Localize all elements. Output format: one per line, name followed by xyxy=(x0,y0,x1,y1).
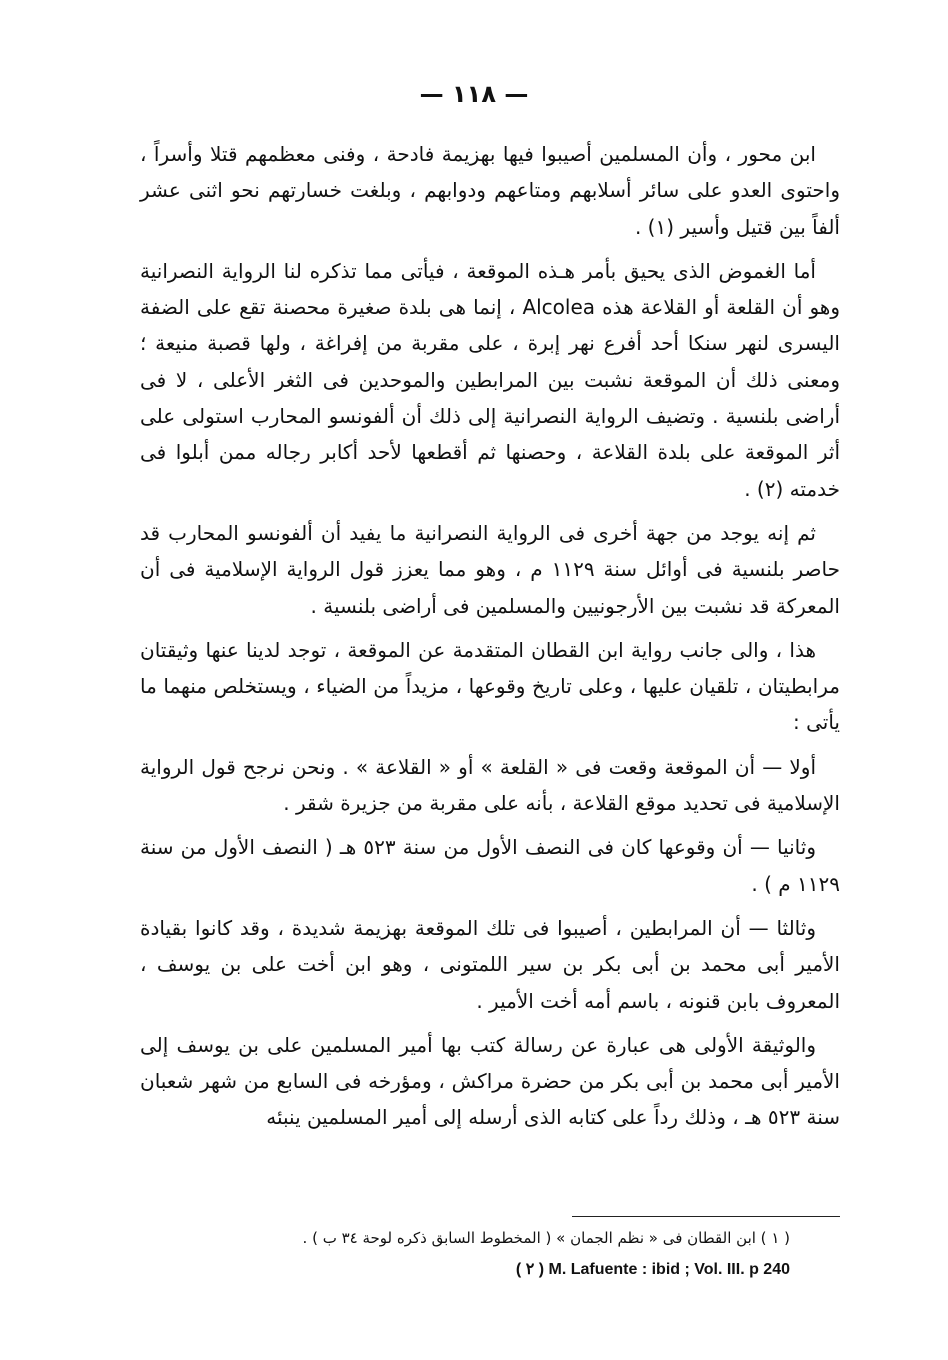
paragraph-3: ثم إنه يوجد من جهة أخرى فى الرواية النصرانية ما يفيد أن ألفونسو المحارب قد حاصر بلنسية فى أوائل سنة ١١٢٩ م ، وهو مما يعزز قول الرواية الإسلامية فى أن المعركة قد نشبت بين الأرجونيين والمسلمين فى أراضى بلنسية . xyxy=(140,520,840,618)
footnotes xyxy=(140,1222,790,1286)
paragraph-5: أولا — أن الموقعة وقعت فى « القلعة » أو « القلاعة » . ونحن نرجح قول الرواية الإسلامية فى تحديد موقع القلاعة ، بأنه على مقربة من جزيرة شقر . xyxy=(140,754,840,816)
main-text xyxy=(140,136,840,1144)
paragraph-6: وثانيا — أن وقوعها كان فى النصف الأول من سنة ٥٢٣ هـ ( النصف الأول من سنة ١١٢٩ م ) . xyxy=(140,835,840,896)
paragraph-1: ابن محور ، وأن المسلمين أصيبوا فيها بهزيمة فادحة ، وفنى معظمهم قتلا وأسراً ، واحتوى العدو على سائر أسلابهم ومتاعهم ودوابهم ، وبلغت خسارتهم نحو اثنى عشر ألفاً بين قتيل وأسير (١) . xyxy=(140,142,840,239)
paragraph-2: أما الغموض الذى يحيق بأمر هـذه الموقعة ، فيأتى مما تذكره لنا الرواية النصرانية وهو أن القلعة أو القلاعة هذه Alcolea ، إنما هى بلدة صغيرة محصنة تقع على الضفة اليسرى لنهر سنكا أحد أفرع نهر إبرة ، على مقربة من إفراغة ، ولها قصبة منيعة ؛ ومعنى ذلك أن الموقعة نشبت بين المرابطين والموحدين فى الثغر الأعلى ، لا فى أراضى بلنسية . وتضيف الرواية النصرانية إلى ذلك أن ألفونسو المحارب استولى على أثر الموقعة على بلدة القلاعة ، وحصنها ثم أقطعها لأحد أكابر رجاله ممن أبلوا فى خدمته (٢) . xyxy=(140,258,841,501)
paragraph-7: وثالثا — أن المرابطين ، أصيبوا فى تلك الموقعة بهزيمة شديدة ، وقد كانوا بقيادة الأمير أبى محمد بن أبى بكر بن سير اللمتونى ، وهو ابن أخت على بن يوسف ، المعروف بابن قنونه ، باسم أمه أخت الأمير . xyxy=(140,915,840,1013)
footnote-divider xyxy=(572,1216,840,1217)
footnote-2: M. Lafuente : ibid ; Vol. III. p 240 ( ٢ ) xyxy=(515,1261,790,1278)
footnote-1: ( ١ ) ابن القطان فى « نظم الجمان » ( المخطوط السابق ذكره لوحة ٣٤ ب ) . xyxy=(302,1229,790,1247)
paragraph-8: والوثيقة الأولى هى عبارة عن رسالة كتب بها أمير المسلمين على بن يوسف إلى الأمير أبى محمد بن أبى بكر من حضرة مراكش ، ومؤرخه فى السابع من شهر شعبان سنة ٥٢٣ هـ ، وذلك رداً على كتابه الذى أرسله إلى أمير المسلمين ينبئه xyxy=(140,1032,840,1130)
page-number: — ١١٨ — xyxy=(419,80,529,108)
paragraph-4: هذا ، والى جانب رواية ابن القطان المتقدمة عن الموقعة ، توجد لدينا عنها وثيقتان مرابطيتان ، تلقيان عليها ، وعلى تاريخ وقوعها ، مزيداً من الضياء ، ويستخلص منهما ما يأتى : xyxy=(140,637,840,735)
